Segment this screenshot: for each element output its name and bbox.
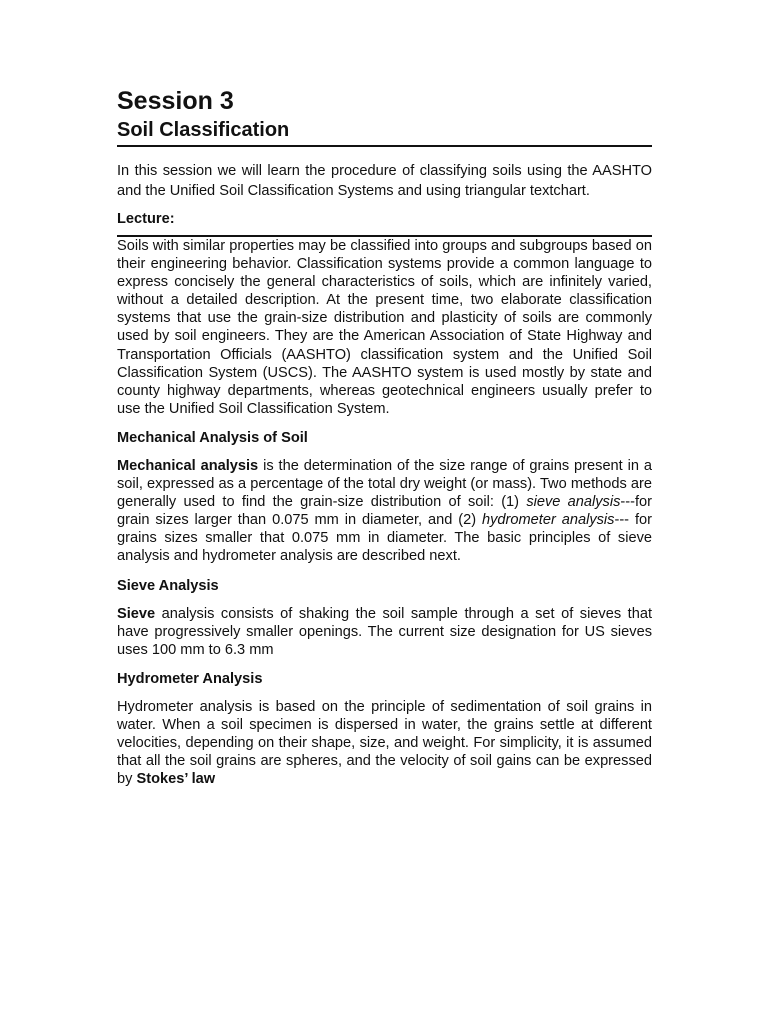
intro-paragraph: In this session we will learn the procedure of classifying soils using the AASHTO and the Unified Soil Classification Systems and using triangular textchart. (117, 163, 652, 199)
mechanical-text-3: --- for grains sizes smaller that 0.075 mm in diameter. The basic principles of sieve analysis and hydrometer analysis are described next. (117, 512, 652, 565)
hydrometer-analysis-term: hydrometer analysis (482, 512, 615, 529)
mechanical-analysis-term: Mechanical analysis (117, 457, 259, 474)
mechanical-analysis-heading: Mechanical Analysis of Soil (117, 429, 308, 446)
sieve-text: analysis consists of shaking the soil sample through a set of sieves that have progressively smaller openings. The current size designation for US sieves uses 100 mm to 6.3 mm (117, 605, 652, 658)
sieve-term: Sieve (117, 605, 156, 622)
lecture-heading: Lecture: (117, 209, 652, 237)
hydrometer-analysis-heading: Hydrometer Analysis (117, 670, 263, 687)
mechanical-text-2: ---for grain sizes larger than 0.075 mm in diameter, and (2) (117, 494, 652, 529)
document-page (117, 86, 652, 788)
lecture-paragraph: Soils with similar properties may be classified into groups and subgroups based on their engineering behavior. Classification systems provide a common language to express concisely the general characteristics of soils, which are infinitely varied, without a detailed description. At the present time, two elaborate classification systems that use the grain-size distribution and plasticity of soils are commonly used by soil engineers. They are the American Association of State Highway and Transportation Officials (AASHTO) classification system and the Unified Soil Classification System (USCS). The AASHTO system is used mostly by state and county highway departments, whereas geotechnical engineers usually prefer to use the Unified Soil Classification System. (117, 238, 652, 417)
sieve-analysis-heading: Sieve Analysis (117, 577, 219, 594)
stokes-law-term: Stokes’ law (136, 771, 216, 788)
session-title: Session 3 (117, 87, 234, 115)
session-subtitle: Soil Classification (117, 116, 652, 147)
mechanical-analysis-paragraph (117, 457, 652, 566)
hydrometer-text: Hydrometer analysis is based on the principle of sedimentation of soil grains in water. When a soil specimen is dispersed in water, the grains settle at different velocities, depending on their shape, size, and weight. For simplicity, it is assumed that all the soil grains are spheres, and the velocity of soil gains can be expressed by (117, 698, 652, 788)
hydrometer-analysis-paragraph (117, 698, 652, 788)
sieve-analysis-term: sieve analysis (526, 494, 621, 511)
sieve-analysis-paragraph (117, 605, 652, 659)
mechanical-text-1: is the determination of the size range of grains present in a soil, expressed as a percentage of the total dry weight (or mass). Two methods are generally used to find the grain-size distribution of soil: (1) (117, 457, 652, 511)
